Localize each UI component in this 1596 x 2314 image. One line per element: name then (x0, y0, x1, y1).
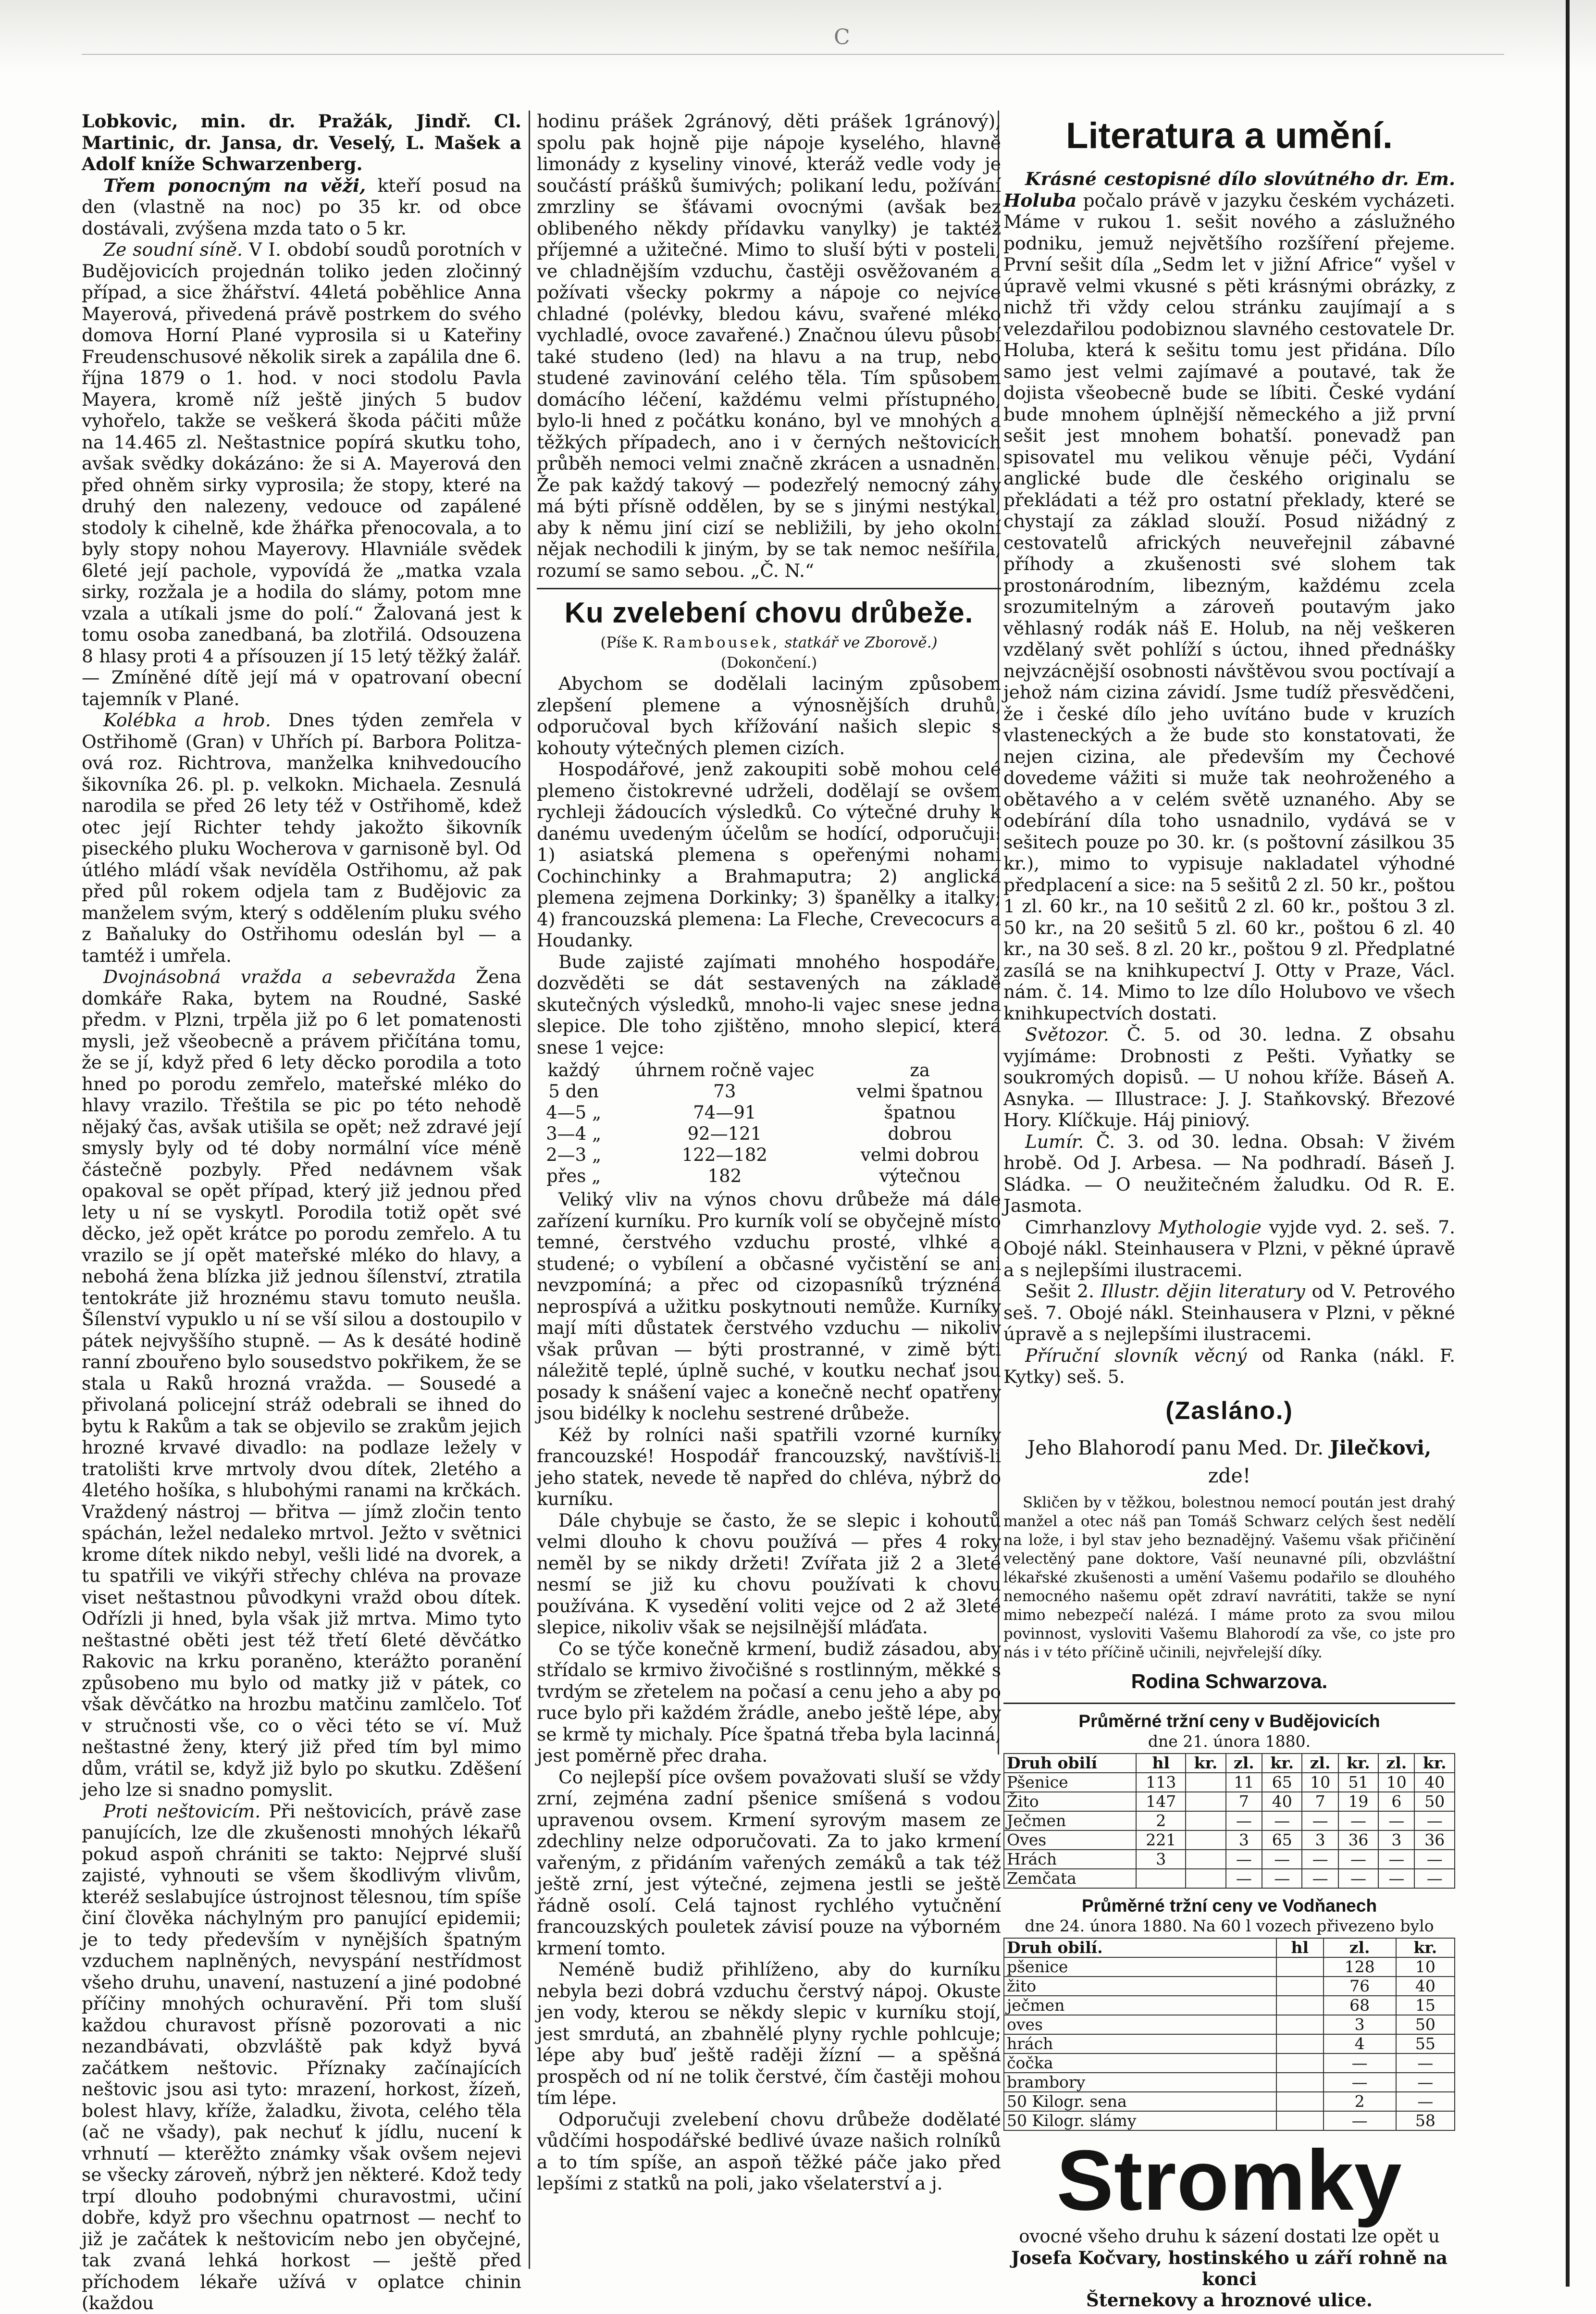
table-row: čočka — — (1004, 2053, 1455, 2073)
nestovice-continuation: hodinu prášek 2gránový, děti prášek 1gránový), spolu pak hojně pije nápoje kyselého, hlavně limonády z kyseliny vinové, kteráž vedle vody je součástí prášků šumivých; polikaní ledu, požívání zmrzliny se šťávami ovocnými (avšak bez oblibeného někdy přídavku vanylky) je taktéž příjemné a užitečné. Mimo to sluší býti v posteli, ve chladnějším vzduchu, častěji osvěžovaném a požívati všecky pokrmy a nápoje co nejvíce chladné (polévky, bledou kávu, svařené mléko vychladlé, ovoce zavařené.) Značnou úlevu působí také studeno (led) na hlavu a na trup, nebo studené zavinování celého těla. Tím spůsobem domácího léčení, každému velmi přístupného, bylo-li hned z počátku konáno, byl ve mnohých a těžkých případech, ano i v černých neštovicích průběh nemoci velmi značně zkrácen a usnadněn. Že pak každý takový — podezřelý nemocný záhy má býti přísně oddělen, by se s jinými nestýkal, aby k němu jiní cizí se nebližili, by jeho okolní nějak nechodili k jiným, by se tak nemoc nešířila, rozumí se samo sebou. „Č. N.“ (537, 111, 1001, 581)
letter-signature: Rodina Schwarzova. (1131, 1669, 1328, 1692)
article-title-drubez: Ku zvelebení chovu drůbeže. (564, 597, 974, 629)
page-mark: C (834, 25, 850, 50)
top-shading (0, 0, 1596, 72)
article-continuation: Lobkovic, min. dr. Pražák, Jindř. Cl. Martinic, dr. Jansa, dr. Veselý, L. Mašek a Adolf kníže Schwarzenberg. (82, 111, 521, 174)
egg-yield-table (537, 1060, 1001, 1187)
advert-text: Josefa Kočvary, hostinského u září rohně na konci (1011, 2247, 1448, 2289)
section-title-literatura: Literatura a umění. (1066, 115, 1393, 156)
column-divider-1 (529, 111, 530, 2269)
table-row: Zemčata — — — — — — (1004, 1869, 1455, 1888)
literature-item-lumir: Lumír. Č. 3. od 30. ledna. Obsah: V živém hrobě. Od J. Arbesa. — Na podhradí. Báseň J. Sládka. — O neužitečném žaludku. Od R. E. Jasmota. (1003, 1131, 1455, 1216)
literature-item-holub: Krásné cestopisné dílo slovútného dr. Em. Holuba počalo právě v jazyku českém vycházeti. Máme v rukou 1. sešit nového a záslužného podniku, jemuž největšího rozšíření přejeme. První sešit díla „Sedm let v jižní Africe“ vyšel v úpravě velmi vkusné s pěti krásnými obrázky, z nichž tři vždy celou stránku zaujímají a s velezdařilou podobiznou slavného cestovatele Dr. Holuba, která k sešitu tomu jest přidána. Dílo samo jest velmi zajímavé a poutavé, tak že dojista všeobecně bude se líbiti. České vydání bude mnohem úplnější německého a již první sešit jest mnohem bohatší. ponevadž pan spisovatel mu velikou věnuje péči, Vydání anglické bude dle českého originalu se překládati a též pro ostatní překlady, které se chystají za základ slouží. Posud nižádný z cestovatelů afrických neuveřejnil zábavné příhody a zkušenosti své slohem tak prostonárodním, libezným, každému zcela srozumitelným a zároveň poutavým jako věhlasný rodák náš E. Holub, na něj veškeren vzdělaný svět pohlíží s úctou, ihned přednášky nejvzácnější osobnosti návštěvou svou poctívají a jehož nám cizina závidí. Jsme tudíž přesvědčeni, že i české dílo jeho uvítáno bude v kruzích vlasteneckých a že bude sto konstatovati, že nejen cizina, ale především my Čechové dovedeme vážiti si muže tak neohroženého a obětavého a v celém světě uznaného. Aby se odebírání díla toho usnadnilo, vydává se v sešitech pouze po 30. kr. (s poštovní zásilkou 35 kr.), mimo to vypisuje nakladatel výhodné předplacení a sice: na 5 sešitů 2 zl. 50 kr., poštou 1 zl. 60 kr., na 10 sešitů 2 zl. 60 kr., poštou 3 zl. 50 kr., na 20 sešitů 5 zl. 60 kr., poštou 6 zl. 40 kr., na 30 seš. 8 zl. 20 kr., poštou 9 zl. Předplatné zasílá se na knihkupectví J. Otty v Praze, Václ. nám. č. 14. Mimo to lze dílo Holubovo ve všech knihkupectvích dostati. (1003, 168, 1455, 1024)
advert-headline: Stromky (1056, 2132, 1402, 2228)
table-row: 3—4 „ 92—121 dobrou (546, 1123, 952, 1144)
table-row: Žito 147 7 40 7 19 6 50 (1004, 1792, 1455, 1811)
paragraph: Kéž by rolníci naši spatřili vzorné kurníky francouzské! Hospodář francouzský, navštíviš-li jeho statek, nevede tě napřed do chléva, nýbrž do kurníku. (537, 1424, 1001, 1509)
prices-table-budejovice (1003, 1753, 1455, 1889)
table-header-row: každý úhrnem ročně vajec za (547, 1060, 930, 1081)
article-byline: (Píše K. Rambousek, statkář ve Zborově.) (600, 634, 938, 651)
literature-item-mythologie: Cimrhanzlovy Mythologie vyjde vyd. 2. seš. 7. Obojé nákl. Steinhausera v Plzni, v pěkné úpravě a s nejlepšími ilustracemi. (1003, 1216, 1455, 1281)
table-row: Oves 221 3 65 3 36 3 36 (1004, 1830, 1455, 1850)
paragraph: Hospodářové, jenž zakoupiti sobě mohou celé plemeno čistokrevné udrželi, dodělají se ovšem rychleji žádoucích výsledků. Co výtečné druhy k danému uvedeným účelům se hodící, odporučuji: 1) asiatská plemena s opeřenými nohami Cochinchinky a Brahmaputra; 2) anglická plemena zejmena Dorkinky; 3) španělky a italky; 4) francouzská plemena: La Fleche, Crevecocurs a Houdanky. (537, 759, 1001, 951)
news-item-nestovice: Proti neštovicím. Při neštovicích, právě zase panujících, lze dle zkušenosti mnohých lékařů pokud aspoň chrániti se takto: Nejprvé sluší zajisté, vyhnouti se všem škodlivým vlivům, kteréž seslabujíce ústrojnost tělesnou, tím spíše činí člověka náchylným pro panující epidemii; je to tedy především v nynějších špatným vzduchem naplněných, nevyspání nestřídmost všeho druhu, unavení, nastuzení a jiné podobné příčiny mnohých ochuravění. Při tom sluší každou churavost přísně pozorovati a nic nezandbávati, obzvláště pak když byvá začátkem neštovic. Příznaky začínajících neštovic jsou asi tyto: mrazení, horkost, žízeň, bolest hlavy, kříže, žaladku, života, celého těla (ač ne všady), pak nechuť k jídlu, nucení k vrhnutí — kterěžto známky však ovšem nejevi se všecky zároveň, nýbrž jen některé. Kdož tedy trpí dlouho podobnými churavostmi, učiní dobře, když pro všechnu opatrnost — nechť to již je začátek k neštovicím nebo jen obyčejné, tak zvaná lehká horkost — ještě před příchodem lékaře užívá v oplatce chinin (každou (82, 1800, 521, 2314)
prices-title-vodnany: Průměrné tržní ceny ve Vodňanech (1081, 1895, 1377, 1916)
table-row: Hrách 3 — — — — — — (1004, 1850, 1455, 1869)
literature-item-slovnik: Příruční slovník věcný od Ranka (nákl. F. Kytky) seš. 5. (1003, 1344, 1455, 1387)
prices-date: dne 24. února 1880. Na 60 l vozech přivezeno bylo (1025, 1916, 1434, 1935)
column-1 (82, 111, 521, 2314)
table-row: ječmen 68 15 (1004, 1996, 1455, 2015)
table-row: 2—3 „ 122—182 velmi dobrou (546, 1145, 979, 1165)
column-3 (1003, 111, 1455, 2311)
table-header-row: Druh obilí. hl zl. kr. (1004, 1938, 1455, 1957)
top-rule (82, 54, 1504, 55)
table-row: žito 76 40 (1004, 1977, 1455, 1996)
divider (537, 588, 1001, 589)
paragraph: Neméně budiž přihlíženo, aby do kurníku nebyla bezi dobrá vzduchu čerstvý nápoj. Okuste jen vody, kterou se někdy slepic v kurníku stojí, jest smrdutá, an zbahnělé plyny rychle pohlcuje; lépe aby buď ještě raději žízní — a spěšná prospěch od ní ne tolik čerstvé, čím častěji mohou tím lépe. (537, 1959, 1001, 2108)
paragraph: Abychom se dodělali laciným způsobem zlepšení plemene a výnosnějších druhů, odporučoval bych křížování našich slepic s kohouty výtečných plemen cizích. (537, 673, 1001, 759)
table-row: 4—5 „ 74—91 špatnou (546, 1102, 956, 1123)
table-row: 50 Kilogr. slámy — 58 (1004, 2111, 1455, 2130)
divider (1003, 1703, 1455, 1704)
article-continued-label: (Dokončení.) (720, 654, 817, 672)
table-row: oves 3 50 (1004, 2015, 1455, 2034)
paragraph: Veliký vliv na výnos chovu drůbeže má dále zařízení kurníku. Pro kurník volí se obyčejně místo temné, čerstvého vzduchu prosté, vlhké a studené; o vybílení a občasné vyčistění se ani nevzpomíná; a přec od cizopasníků trýznéná neprospívá a užitku poskytnouti nemůže. Kurníky mají míti důstatek čerstvého vzduchu — nikoliv však průvan — býti prostranné, v zimě býti náležitě teplé, úplně suché, v koutku nechať jsou posady k snášení vajec a konečně nechť opatřeny jsou bidélky k noclehu sestrené drůbeže. (537, 1189, 1001, 1424)
news-item-kolebka: Kolébka a hrob. Dnes týden zemřela v Ostřihomě (Gran) v Uhřích pí. Barbora Politza-ová roz. Richtrova, manželka knihvedoucího šikovníka 26. pl. p. velkokn. Michaela. Zesnulá narodila se před 26 lety též v Ostřihomě, kdež otec její Richter tehdy jakožto šikovník piseckého pluku Wocherova v garnisoně byl. Od útlého mládí však nevíděla Ostřihomu, až pak před půl rokem odjela tam z Budějovic za manželem svým, který s oddělením pluku svého z Baňaluky do Ostřihomu odeslán byl — a tamtéž i umřela. (82, 709, 521, 966)
paragraph: Co nejlepší píce ovšem považovati sluší se vždy zrní, zejména zadní pšenice smíšená s vodou upravenou ovsem. Krmení syrovým masem ze zdechliny nelze odporučovati. Za to jako krmení vařeným, z přidáním vařených zemáků a tak též ještě zrní, jest výtečné, zejmena jestli se ještě řádně osolí. Celá tajnost rychlého vytučnění francouzských pouletek závisí pouze na výborném krmení tomto. (537, 1766, 1001, 1959)
table-row: brambory — — (1004, 2073, 1455, 2092)
literature-item-dejiny: Sešit 2. Illustr. dějin literatury od V. Petrového seš. 7. Obojé nákl. Steinhausera v Plzni, v pěkné úpravě a s nejlepšími ilustracemi. (1003, 1281, 1456, 1344)
table-header-row: Druh obilí hl kr. zl. kr. zl. kr. zl. kr. (1004, 1754, 1455, 1773)
table-row: přes „ 182 výtečnou (546, 1166, 961, 1186)
paragraph: Co se týče konečně krmení, budiž zásadou, aby střídalo se krmivo živočišné s rostlinným, měkké s tvrdým se zřetelem na počasí a cenu jeho a aby po ruce bylo při každém žrádle, anebo ještě lépe, aby se krmě ty michaly. Píce špatná třeba byla lacinná, jest poměrně přec draha. (537, 1638, 1001, 1766)
paragraph: Dále chybuje se často, že se slepic i kohoutů velmi dlouho k chovu používá — přes 4 roky neměl by se nikdy držeti! Zvířata již 2 a 3leté nesmí se již ku chovu používati k chovu používána. K vysedění voliti vejce od 2 až 3leté slepice, nikoliv však se nejsilnější mláďata. (537, 1509, 1001, 1638)
table-row: Pšenice 113 11 65 10 51 10 40 (1004, 1773, 1455, 1792)
news-item-ponocni: Třem ponocným na věži, kteří posud na den (vlastně na noc) po 35 kr. od obce dostávali, zvýšena mzda tato o 5 kr. (82, 174, 521, 239)
advert-text: ovocné všeho druhu k sázení dostati lze opět u (1019, 2226, 1440, 2247)
paragraph: Odporučuji zvelebení chovu drůbeže dodělaté vůdčími hospodářské bedlivé úvaze našich rolníků a to tím spíše, an aspoň těžké páče jako před lepšími z statků na poli, jako všelaterství a j. (537, 2108, 1001, 2194)
news-item-vrazda: Dvojnásobná vražda a sebevražda Žena domkáře Raka, bytem na Roudné, Saské předm. v Plzni, trpěla již po 6 let pomatenosti mysli, jež všeobecně a právem přičítána tomu, že se jí, když před 6 lety děcko porodila a toto hned po porodu zemřelo, mateřské mléko do hlavy vrazilo. Třeštila se pic po této nehodě nějaký čas, avšak utišila se opět; než zdravé její smysly byly od té doby normální více méně částečně pozbyly. Před nedávnem však opakoval se opět případ, který již jednou před lety u ní se vyskytl. Porodila totiž opět své děcko, jež opět krátce po porodu zemřelo. A tu vrazilo se jí opět mateřské mléko do hlavy, a nebohá žena blízka již jednou šílenství, ztratila tentokráte již hroznému stavu tomuto neušla. Šílenství vypuklo u ní se vší silou a dostoupilo v pátek nejvyššího stupně. — As k desáté hodině ranní zbouřeno bylo sousedstvo pokřikem, že se stala u Raků hrozná vražda. — Sousedé a přivolaná policejní stráž odebrali se ihned do bytu k Rakům a tak se objevilo se zrakům jejich hrozné krvavé divadlo: na podlaze ležely v tratolišti krve mrtvoly dvou dítek, 2letého a 4letého hošíka, s hlubohými ranami na krčkách. Vraždený nástroj — břitva — jímž zločin tento spáchán, ležel nedaleko mrtvol. Ježto v světnici krome dítek nikdo nebyl, vešli lidé na dvorek, a tu spatřili ve vikýři střechy chléva na provaze viset neštastnou původkyni vražd obou dítek. Odřízli ji hned, byla však již mrtva. Mimo tyto neštastné oběti jest též třetí 6leté děvčátko Rakovic na krku poraněno, kterážto poranění způsobeno mu bylo od matky již v pátek, co však děvčátko na hrozbu matčinu zamlčelo. Toť v stručnosti vše, co o věci této se ví. Muž neštastné ženy, který již před tím byl mimo dům, vrátil se, když již bylo po skutku. Zděšení jeho lze si snadno pomyslit. (82, 966, 521, 1800)
table-row: hrách 4 55 (1004, 2034, 1455, 2053)
advert-text: Šternekovy a hroznové ulice. (1086, 2289, 1373, 2311)
letter-addressee: Jeho Blahorodí panu Med. Dr. Jilečkovi, zde! (1027, 1436, 1432, 1487)
right-border (1566, 0, 1570, 2287)
letter-body: Skličen by v těžkou, bolestnou nemocí poután jest drahý manžel a otec náš pan Tomáš Schwarz celých šest nedělí na lože, i byl stav jeho beznadějný. Vašemu však přičinění velectěný pane doktore, Vaší neunavné píli, obzvláštní lékařské zkušenosti a umění Vašemu podařilo se dlouhého nemocného našemu opět zdraví navrátiti, takže se nyní mimo nebezpečí nalézá. I máme proto za svou milou povinnost, vysloviti Vašemu Blahorodí za vše, co jste pro nás i v této příčině učinili, nejvřelejší díky. (1003, 1493, 1455, 1661)
table-row: pšenice 128 10 (1004, 1957, 1455, 1977)
literature-item-svetozor: Světozor. Č. 5. od 30. ledna. Z obsahu vyjímáme: Drobnosti z Pešti. Vyňatky se soukromých dopisů. — U nohou kříže. Báseň A. Asnyka. — Illustrace: J. J. Staňkovský. Březové Hory. Klíčkuje. Háj piniový. (1003, 1024, 1455, 1131)
prices-table-vodnany (1003, 1938, 1455, 2131)
table-row: 50 Kilogr. sena 2 — (1004, 2092, 1455, 2111)
prices-title-budejovice: Průměrné tržní ceny v Budějovicích (1078, 1711, 1380, 1731)
news-item-soud: Ze soudní síně. V I. období soudů porotních v Budějovicích projednán toliko jeden zločinný případ, a sice žhářství. 44letá poběhlice Anna Mayerová, přivedená právě postrkem do svého domova Horní Plané vyprosila si u Kateřiny Freudenschusové několik sirek a zapálila dne 6. října 1879 o 1. hod. v noci stodolu Pavla Mayera, kromě níž ještě jiných 5 budov vyhořelo, takže se veškerá škoda páčiti může na 14.465 zl. Neštastnice popírá skutku toho, avšak svědky dokázáno: že si A. Mayerová den před ohněm sirky vyprosila; že stopy, které na druhý den nalezeny, vedouce od zapálené stodoly k cihelně, kde žhářka přenocovala, a to byly stopy nohou Mayerovy. Hlavniále svědek 6leté její pachole, vypovídá že „matka vzala sirky, rozžala je a hodila do slámy, potom mne vzala a utíkali jsme do polí.“ Žalovaná jest k tomu osoba zanedbaná, ba zlotřilá. Odsouzena 8 hlasy proti 4 a přísouzen jí 15 letý těžký žalář. — Zmíněné dítě její má v opatrovaní obecní tajemník v Plané. (82, 239, 521, 709)
section-title-zaslano: (Zasláno.) (1165, 1396, 1293, 1425)
prices-date: dne 21. února 1880. (1148, 1731, 1311, 1751)
paragraph: Bude zajisté zajímati mnohého hospodáře, dozvěděti se dát sestavených na základě skutečných výsledků, mnoho-li vajec snese jedna slepice. Dle toho zjištěno, mnoho slepicí, která snese 1 vejce: (537, 951, 1001, 1058)
table-row: 5 den 73 velmi špatnou (548, 1081, 983, 1102)
table-row: Ječmen 2 — — — — — — (1004, 1811, 1455, 1830)
column-2 (537, 111, 1001, 2194)
